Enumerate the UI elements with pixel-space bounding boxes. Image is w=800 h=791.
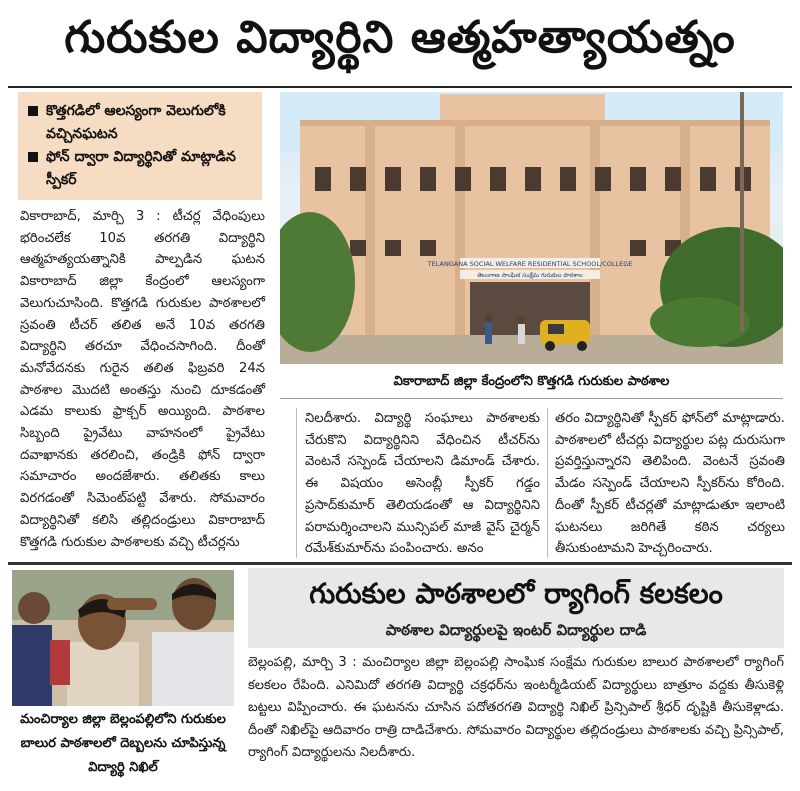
school-building-photo [280,92,783,364]
building-window [630,167,646,191]
building-window [665,167,681,191]
building-window [455,167,471,191]
headline-rule [8,86,792,88]
square-bullet-icon [28,106,38,116]
highlight-box [18,92,262,200]
story2-headline: గురుకుల పాఠశాలలో ర్యాగింగ్‌ కలకలం [309,577,723,610]
building-sign-english: TELANGANA SOCIAL WELFARE RESIDENTIAL SCHOOL/COLLEGE [427,260,633,268]
building-window [630,240,646,256]
story1-column-1: వికారాబాద్‌, మార్చి 3 : టీచర్ల వేధింపులు భరించలేక 10వ తరగతి విద్యార్థిని ఆత్మహత్యయత్నానికి పాల్పడిన ఘటన వికారాబాద్‌ జిల్లా కేంద్రంలో ఆలస్యంగా వెలుగుచూసింది. కొత్తగడి గురుకుల పాఠశాలలో స్రవంతి టీచర్‌ తలిత అనే 10వ తరగతి విద్యార్థిని తరచూ వేధించసాగింది. దీంతో మనోవేదనకు గురైన తలిత ఫిబ్రవరి 24న పాఠశాల మొదటి అంతస్తు నుంచి దూకడంతో ఎడమ కాలుకు ఫ్రాక్చర్‌ అయ్యింది. పాఠశాల సిబ్బంది ప్రైవేటు వాహనంలో ప్రైవేటు దవాఖానకు తరలించి, తండ్రికి ఫోన్‌ ద్వారా సమాచారం అందజేశారు. తలితకు కాలు విరగడంతో సిమెంట్‌పట్టి వేశారు. సోమవారం విద్యార్థినితో కలిసి తల్లిదండ్రులు వికారాబాద్‌ కొత్తగడి గురుకుల పాఠశాలకు వచ్చి టీచర్లను [20,209,265,550]
caption-rule [280,398,783,399]
building-window [385,240,401,256]
highlight-text: కొత్తగడిలో ఆలస్యంగా వెలుగులోకి వచ్చినఘటన [46,103,226,142]
building-window [385,167,401,191]
photo-caption: వికారాబాద్‌ జిల్లా కేంద్రంలోని కొత్తగడి గురుకుల పాఠశాల [393,374,670,389]
building-window [700,167,716,191]
building-window [350,240,366,256]
story1-column-3: తరం విద్యార్థినితో స్పీకర్‌ ఫోన్‌లో మాట్లాడారు. పాఠశాలలో టీచర్లు విద్యార్థుల పట్ల దురుసుగా ప్రవర్తిస్తున్నారని తెలిపింది. వెంటనే స్రవంతి మేడం సస్పెండ్‌ చేయాలని స్పీకర్‌ను కోరింది. దీంతో స్పీకర్‌ టీచర్లతో మాట్లాడుతూ ఇలాంటి ఘటనలు జరిగితే కఠిన చర్యలు తీసుకుంటామని హెచ్చరించారు. [555,411,785,557]
highlight-item [28,100,252,146]
building-window [420,240,436,256]
building-window [525,167,541,191]
story1-column-2: నిలదీశారు. విద్యార్థి సంఘాలు పాఠశాలకు చేరుకొని విద్యార్థినిని వేధించిన టీచర్‌ను వెంటనే సస్పెండ్‌ చేయాలని డిమాండ్‌ చేశారు. ఈ విషయం అసెంబ్లీ స్పీకర్‌ గడ్డం ప్రసాద్‌కుమార్‌ తెలియడంతో ఆ విద్యార్థినిని పరామర్శించాలని మున్సిపల్‌ మాజీ వైస్‌ చైర్మన్‌ రమేశ్‌కుమార్‌ను పంపించారు. అనం [305,411,540,557]
building-sign-telugu: తెలంగాణ సాంఘిక సంక్షేమ గురుకుల పాఠశాల [477,272,583,279]
highlight-text: ఫోన్‌ ద్వారా విద్యార్థినితో మాట్లాడిన స్పీకర్‌ [46,149,236,188]
building-window [350,167,366,191]
column-separator [547,408,548,558]
story2-subheadline: పాఠశాల విద్యార్థులపై ఇంటర్‌ విద్యార్థుల దాడి [385,621,647,639]
column-separator [296,408,297,558]
highlight-item [28,146,252,192]
story-divider [8,562,792,565]
headline: గురుకుల విద్యార్థిని ఆత్మహత్యాయత్నం [64,12,736,63]
building-window [560,167,576,191]
building-window [490,167,506,191]
building-window [315,167,331,191]
building-window [595,167,611,191]
square-bullet-icon [28,152,38,162]
building-window [420,167,436,191]
student-injury-photo [12,570,234,706]
story2-body: బెల్లంపల్లి, మార్చి 3 : మంచిర్యాల జిల్లా బెల్లంపల్లి సాంఘిక సంక్షేమ గురుకుల బాలుర పాఠశాలలో ర్యాగింగ్‌ కలకలం రేపింది. ఎనిమిదో తరగతి విద్యార్థి చక్రధర్‌ను ఇంటర్మీడియట్‌ విద్యార్థులు బాత్రూం వద్దకు తీసుకెళ్లి బట్టలు విప్పించారు. ఈ ఘటనను చూసిన పదోతరగతి విద్యార్థి నిఖిల్‌ ప్రిన్సిపాల్‌ శ్రీధర్‌ దృష్టికి తీసుకెళ్లాడు. దీంతో నిఖిల్‌పై ఆదివారం రాత్రి దాడిచేశారు. సోమవారం విద్యార్థుల తల్లిదండ్రులు పాఠశాలకు వచ్చి ప్రిన్సిపాల్‌, ర్యాగింగ్‌ విద్యార్థులను నిలదీశారు. [248,655,784,760]
photo-caption-2: మంచిర్యాల జిల్లా బెల్లంపల్లిలోని గురుకుల బాలుర పాఠశాలలో దెబ్బలను చూపిస్తున్న విద్యార్థి నిఖిల్‌ [20,712,226,775]
